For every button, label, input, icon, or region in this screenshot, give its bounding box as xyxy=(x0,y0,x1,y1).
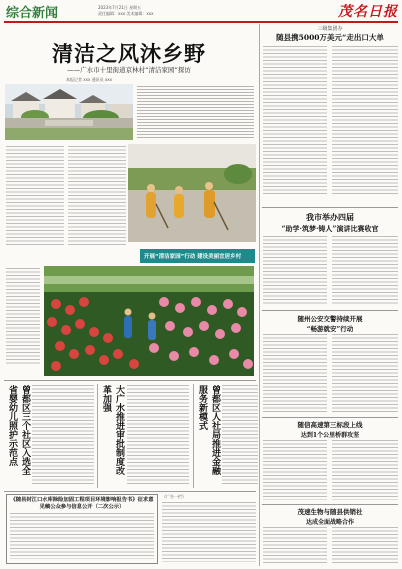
right-block4-title-wrap xyxy=(262,420,398,439)
bottom-col3-title: 曾都区人社局推进金融服务新模式 xyxy=(197,385,220,475)
right-block5-title-line2: 达成全面战略合作 xyxy=(305,519,354,526)
right-top-col2 xyxy=(332,46,398,196)
right-block3-col2 xyxy=(332,334,398,414)
bottom-col1-text xyxy=(32,385,94,485)
campaign-banner xyxy=(140,249,255,263)
right-rule-1 xyxy=(262,207,398,208)
right-top-title-wrap xyxy=(262,32,398,43)
right-rule-4 xyxy=(262,504,398,505)
right-block4-title-line1: 随信高速第三标段上线 xyxy=(297,421,363,429)
right-block5-title-line1: 茂速生物与随县供销社 xyxy=(297,508,363,516)
right-block3-title-line2: “畅游就安”行动 xyxy=(306,325,354,333)
campaign-banner-text: 开展“清洁家园”行动 建设美丽宜居乡村 xyxy=(144,254,242,260)
section-tab xyxy=(6,2,68,20)
right-mid-col1 xyxy=(263,236,327,306)
bottom-col1-title: 曾都区三个社区入选全省婴幼儿照护示范点 xyxy=(7,385,30,475)
masthead-rule xyxy=(4,21,398,23)
paper-name-text: 茂名日报 xyxy=(338,4,398,20)
lead-byline: 本报记者 xxx 通讯员 xxx xyxy=(66,77,113,82)
notice-col2 xyxy=(162,502,256,562)
notice-top-rule xyxy=(4,491,256,492)
ad-label: 《广告一栏》 xyxy=(162,494,186,499)
lead-title: 清洁之风沐乡野 xyxy=(52,41,206,66)
paper-name xyxy=(320,2,398,20)
lead-article-col1 xyxy=(6,146,64,246)
notice-title: 《随县封江口水库除险加固工程项目环境影响报告书》征求意见稿公众参与信息公开（二次公示） xyxy=(10,497,154,510)
right-top-col1 xyxy=(263,46,327,196)
right-block5-title-wrap xyxy=(262,507,398,526)
notice-box xyxy=(6,494,158,564)
right-block3-title-line1: 随州公安交警持续开展 xyxy=(297,315,363,323)
notice-body xyxy=(10,513,154,559)
bottom-col2-text xyxy=(127,385,189,485)
editor-line: 责任编辑：xxx 美术编辑：xxx xyxy=(98,11,154,16)
workers-photo xyxy=(128,144,256,242)
right-mid-title-wrap xyxy=(262,212,398,234)
lead-title-wrap xyxy=(4,38,254,64)
right-block5-col2 xyxy=(332,527,398,565)
lead-article-col2 xyxy=(68,146,126,246)
village-photo xyxy=(5,84,133,140)
bottom-col3-text xyxy=(222,385,258,485)
section-title: 综合新闻 xyxy=(6,5,59,21)
right-block3-title-wrap xyxy=(262,314,398,333)
bottom-divider-1 xyxy=(97,384,98,488)
right-rule-2 xyxy=(262,310,398,311)
date-line: 2023年7月21日 星期五 xyxy=(98,5,142,10)
flower-bed-photo xyxy=(44,266,254,376)
lead-subtitle-wrap xyxy=(4,65,254,74)
lead-subtitle: ——广水市十里街道京林村“清洁家园”探访 xyxy=(67,66,191,74)
right-rule-3 xyxy=(262,417,398,418)
right-mid-title-line2: “助学·筑梦·铸人”演讲比赛收官 xyxy=(281,224,379,233)
right-column-divider xyxy=(259,24,260,566)
right-block4-title-line2: 达到1个公里桥群攻坚 xyxy=(300,432,360,439)
right-mid-col2 xyxy=(332,236,398,306)
right-top-kicker: 三级集团办 xyxy=(317,26,343,32)
right-block3-col1 xyxy=(263,334,327,414)
right-block4-col2 xyxy=(332,440,398,500)
bottom-divider-2 xyxy=(193,384,194,488)
flower-photo-caption xyxy=(6,268,40,366)
right-mid-title-line1: 我市举办四届 xyxy=(306,212,354,222)
right-block4-col1 xyxy=(263,440,327,500)
right-block5-col1 xyxy=(263,527,327,565)
lead-bottom-rule xyxy=(4,380,256,381)
right-top-title: 随县携5000万美元“走出口大单 xyxy=(276,33,384,42)
lead-intro-text xyxy=(137,86,254,138)
bottom-col2-title: 大广水推进审批制度改革加强 xyxy=(101,385,124,475)
